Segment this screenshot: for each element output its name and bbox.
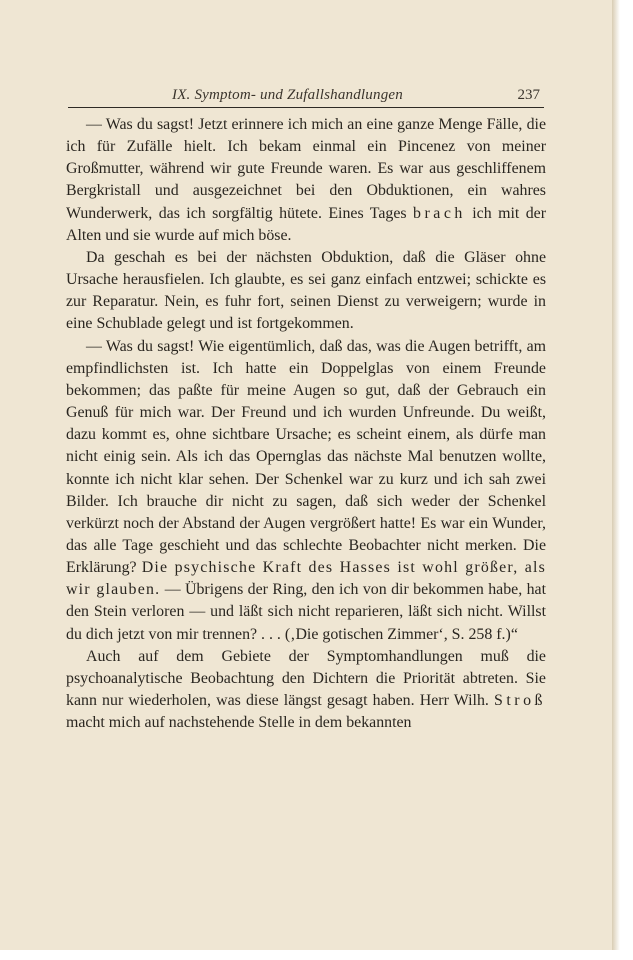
- text-run: — Was du sagst! Wie eigentümlich, daß das, was die Augen betrifft, am empfindlichsten ist. Ich hatte ein Doppelglas von einem Freunde bekommen; das paßte für meine Augen so gut, daß der Gebrauch ein Genuß für mich war. Der Freund und ich wurden Unfreunde. Du weißt, dazu kommt es, ohne sichtbare Ursache; es scheint einem, als dürfe man nicht einig sein. Als ich das Opernglas das nächste Mal benutzen wollte, konnte ich nicht klar sehen. Der Schenkel war zu kurz und ich sah zwei Bilder. Ich brauche dir nicht zu sagen, daß sich weder der Schenkel verkürzt noch der Abstand der Augen vergrößert hatte! Es war ein Wunder, das alle Tage geschieht und das schlechte Beobachter nicht merken. Die Erklärung?: [66, 337, 546, 577]
- paragraph: [66, 646, 546, 735]
- paragraph: [66, 336, 546, 646]
- text-run: — Übrigens der Ring, den ich von dir bekommen habe, hat den Stein verloren — und läßt sich nicht reparieren, läßt sich nicht. Willst du dich jetzt von mir trennen? . . . (‚Die gotischen Zimmer‘, S. 258 f.)“: [66, 581, 546, 643]
- text-run: Auch auf dem Gebiete der Symptomhandlungen muß die psychoanalytische Beobachtung den Dichtern die Priorität abtreten. Sie kann nur wiederholen, was diese längst gesagt haben. Herr Wilh.: [66, 647, 546, 710]
- running-head: [70, 84, 546, 108]
- paragraph: [66, 114, 546, 247]
- text-run: ich mit der Alten und sie wurde auf mich böse.: [66, 204, 546, 244]
- emphasis-spaced: brach: [413, 204, 466, 222]
- header-rule: [68, 107, 544, 108]
- page-edge: [612, 0, 620, 950]
- text-run: macht mich auf nachstehende Stelle in dem bekannten: [66, 714, 412, 732]
- emphasis-spaced: Stroß: [494, 692, 546, 710]
- emphasis-spaced: Die psychische Kraft des Hasses ist wohl größer, als wir glauben.: [66, 559, 546, 599]
- page-number: 237: [517, 87, 540, 103]
- chapter-title: IX. Symptom- und Zufallshandlungen: [172, 87, 403, 103]
- paragraph: [66, 247, 546, 336]
- text-run: — Was du sagst! Jetzt erinnere ich mich an eine ganze Menge Fälle, die ich für Zufälle hielt. Ich bekam einmal ein Pincenez von meiner Großmutter, während wir gute Freunde waren. Es war aus geschliffenem Bergkristall und ausgezeichnet bei den Obduktionen, ein wahres Wunderwerk, das ich sorgfältig hütete. Eines Tages: [66, 116, 546, 222]
- text-run: Da geschah es bei der nächsten Obduktion, daß die Gläser ohne Ursache herausfielen. Ich glaubte, es sei ganz einfach entzwei; schickte es zur Reparatur. Nein, es fuhr fort, seinen Dienst zu verweigern; wurde in eine Schublade gelegt und ist fortgekommen.: [66, 248, 546, 333]
- body-text: [66, 114, 546, 734]
